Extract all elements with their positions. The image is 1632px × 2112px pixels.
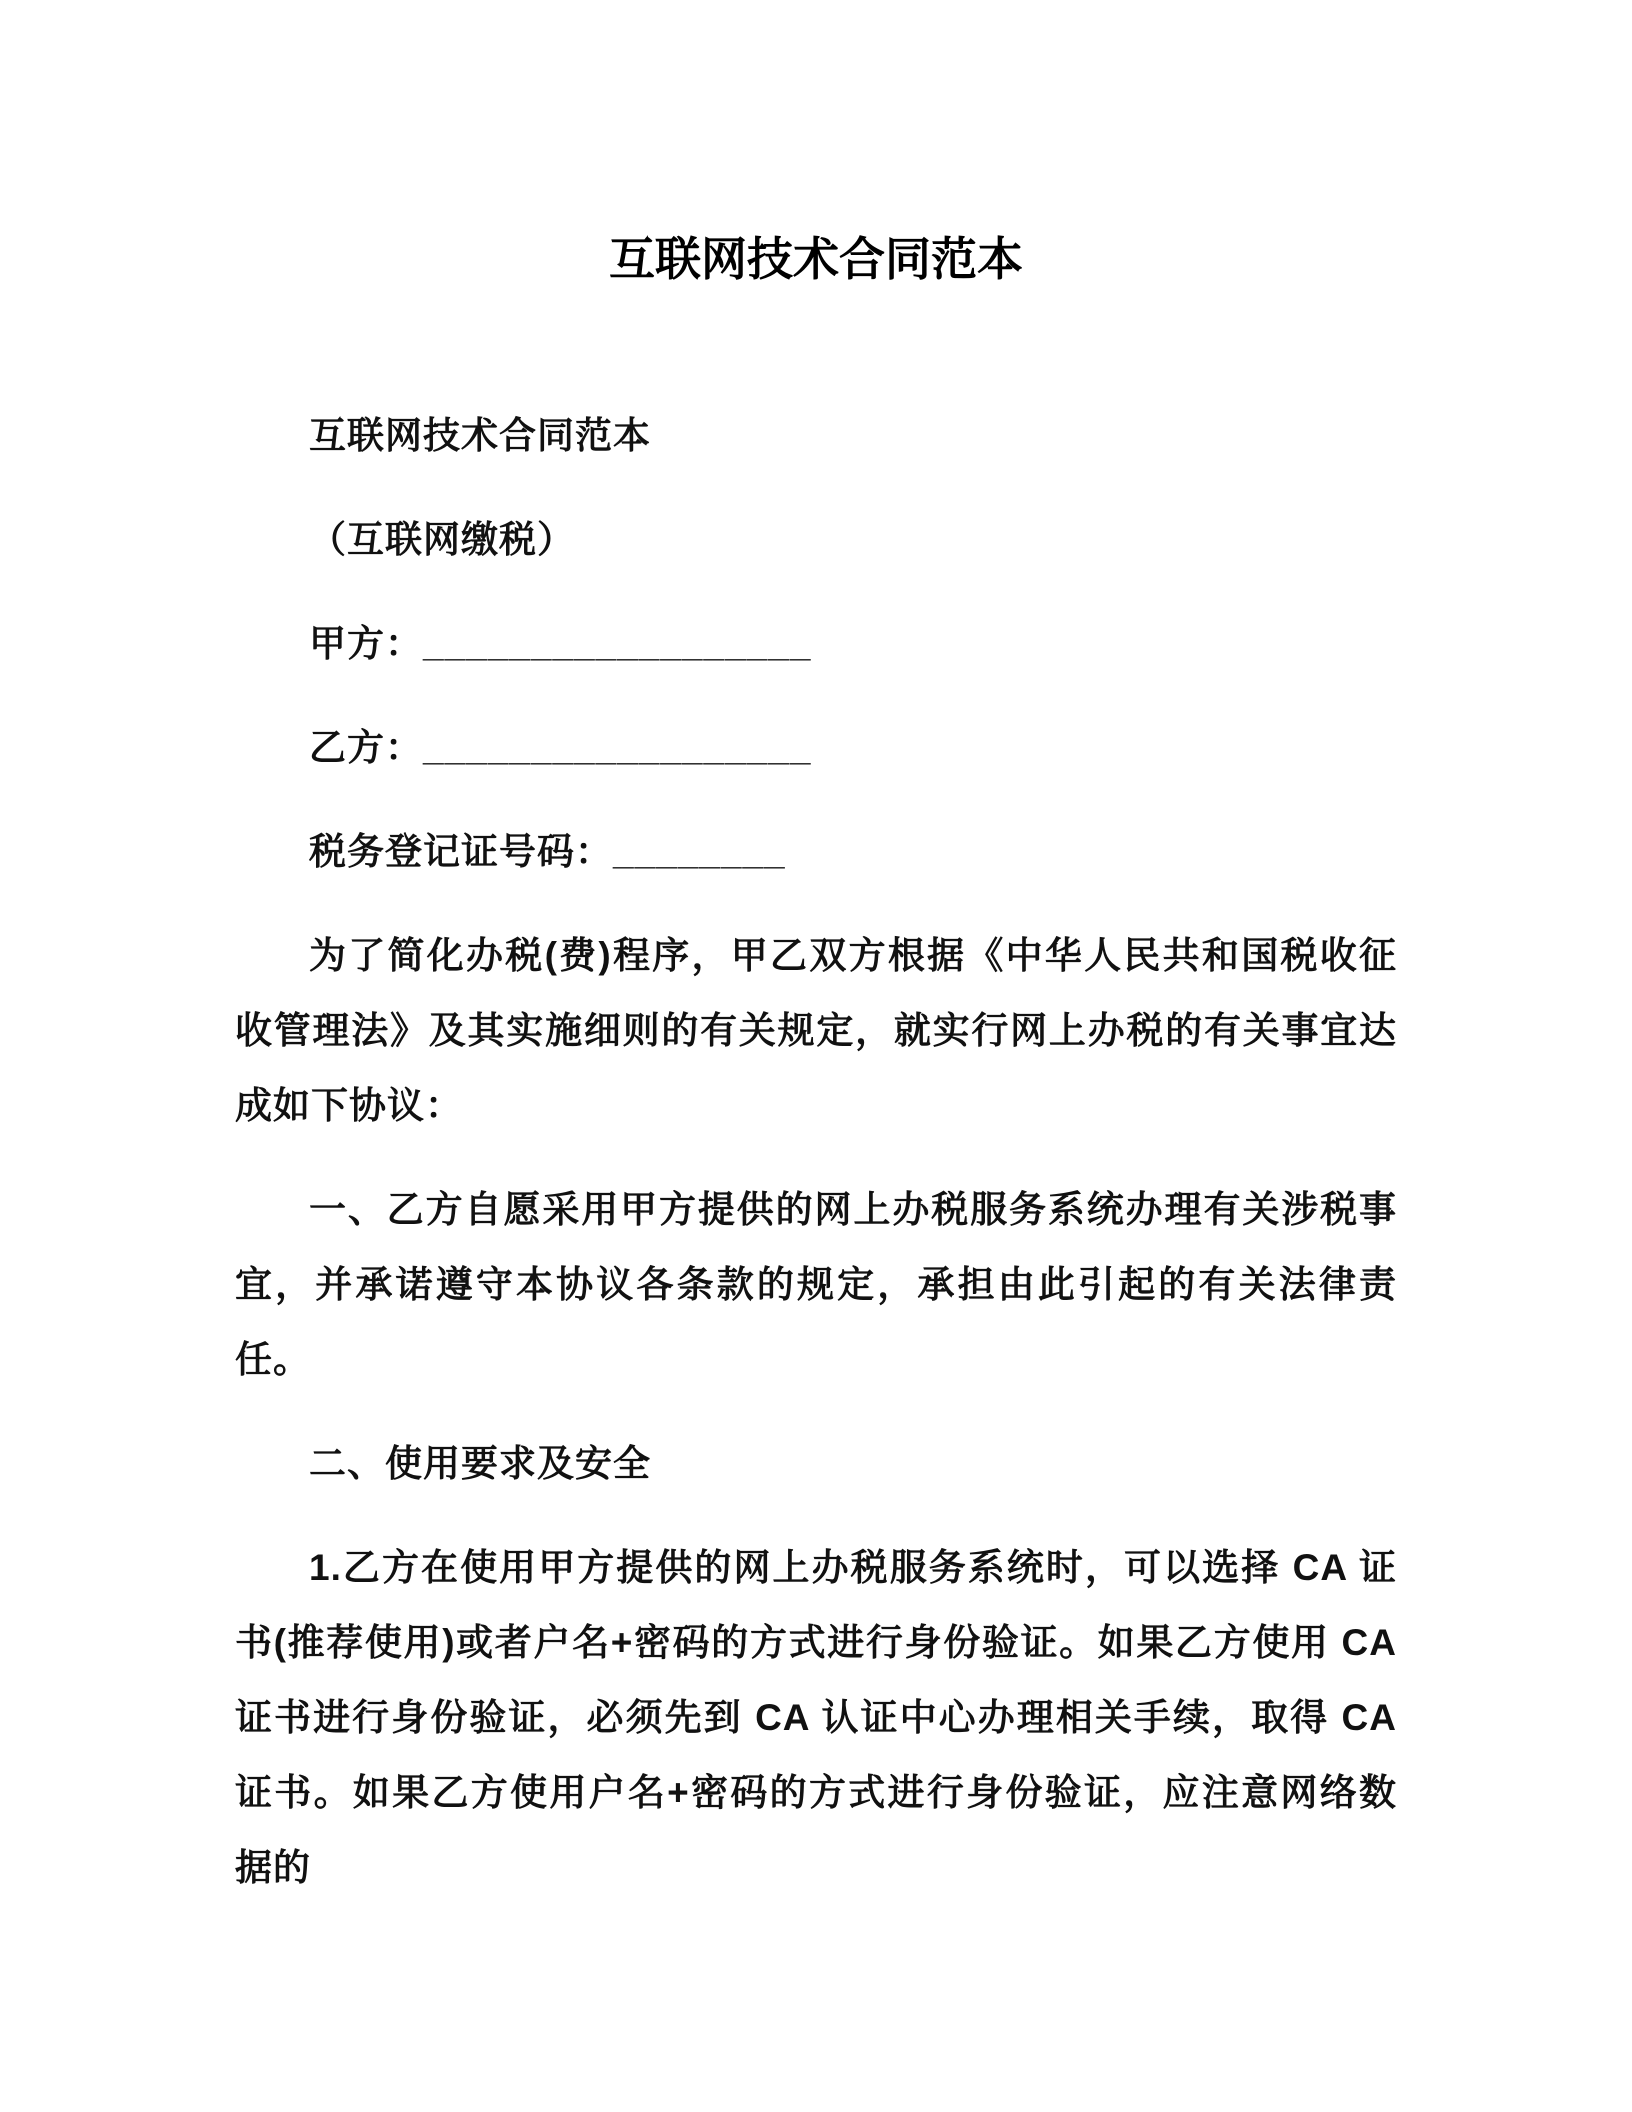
- paragraph-clause-2-item-1: 1.乙方在使用甲方提供的网上办税服务系统时，可以选择 CA 证书(推荐使用)或者户名+密码的方式进行身份验证。如果乙方使用 CA 证书进行身份验证，必须先到 CA 认证中心办理相关手续，取得 CA 证书。如果乙方使用户名+密码的方式进行身份验证，应注意网络数据的: [235, 1547, 1397, 1888]
- document-title: 互联网技术合同范本: [609, 233, 1023, 285]
- paragraph-clause-1: 一、乙方自愿采用甲方提供的网上办税服务系统办理有关涉税事宜，并承诺遵守本协议各条款的规定，承担由此引起的有关法律责任。: [235, 1189, 1397, 1380]
- document-body: [235, 398, 1397, 1905]
- paragraph-subtitle: 互联网技术合同范本: [309, 415, 651, 456]
- paragraph-party-b: 乙方：__________________: [309, 727, 812, 768]
- paragraph-preamble: 为了简化办税(费)程序，甲乙双方根据《中华人民共和国税收征收管理法》及其实施细则的有关规定，就实行网上办税的有关事宜达成如下协议：: [235, 935, 1397, 1126]
- paragraph-party-a: 甲方：__________________: [309, 623, 812, 664]
- paragraph-subtitle-note: （互联网缴税）: [309, 519, 575, 560]
- paragraph-tax-registration-number: 税务登记证号码：________: [309, 831, 786, 872]
- paragraph-clause-2-heading: 二、使用要求及安全: [309, 1443, 651, 1484]
